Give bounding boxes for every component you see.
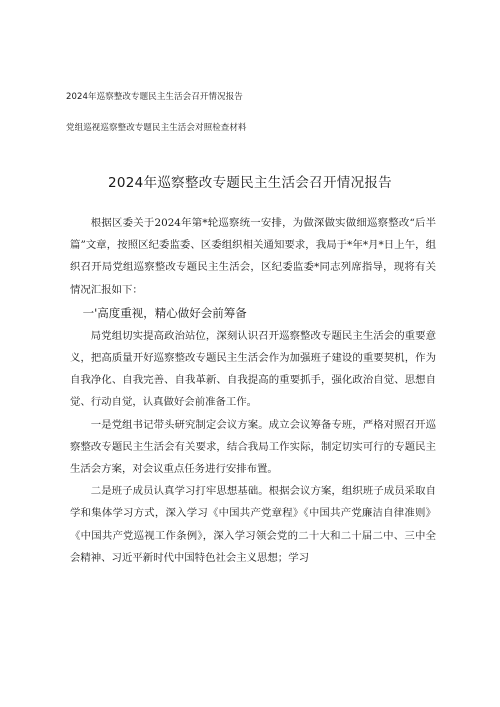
document-body — [70, 212, 436, 569]
intro-paragraph: 根据区委关于2024年第*轮巡察统一安排，为做深做实做细巡察整改“后半篇”文章，按照区纪委监委、区委组织相关通知要求，我局于*年*月*日上午，组织召开局党组巡察整改专题民主生活会，区纪委监委*同志列席指导，现将有关情况汇报如下： — [70, 217, 436, 296]
toc-item-report[interactable]: 2024年巡察整改专题民主生活会召开情况报告 — [66, 92, 243, 102]
document-title: 2024年巡察整改专题民主生活会召开情况报告 — [108, 175, 392, 191]
body-paragraph: 局党组切实提高政治站位，深刻认识召开巡察整改专题民主生活会的重要意义，把高质量开好巡察整改专题民主生活会作为加强班子建设的重要契机，作为自我净化、自我完善、自我革新、自我提高的重要抓手，强化政治自觉、思想自觉、行动自觉，认真做好会前准备工作。 — [70, 329, 436, 409]
body-paragraph: 二是班子成员认真学习打牢思想基础。根据会议方案，组织班子成员采取自学和集体学习方式，深入学习《中国共产党章程》《中国共产党廉洁自律准则》《中国共产党巡视工作条例》，深入学习领会党的二十大和二十届二中、三中全会精神、习近平新时代中国特色社会主义思想；学习 — [70, 485, 436, 564]
toc-item-check-material[interactable]: 党组巡视巡察整改专题民主生活会对照检查材料 — [66, 123, 247, 133]
section-heading: 一'高度重视，精心做好会前筹备 — [82, 305, 247, 320]
body-paragraph: 一是党组书记带头研究制定会议方案。成立会议筹备专班，严格对照召开巡察整改专题民主生活会有关要求，结合我局工作实际，制定切实可行的专题民主生活会方案，对会议重点任务进行安排布置。 — [70, 418, 436, 476]
